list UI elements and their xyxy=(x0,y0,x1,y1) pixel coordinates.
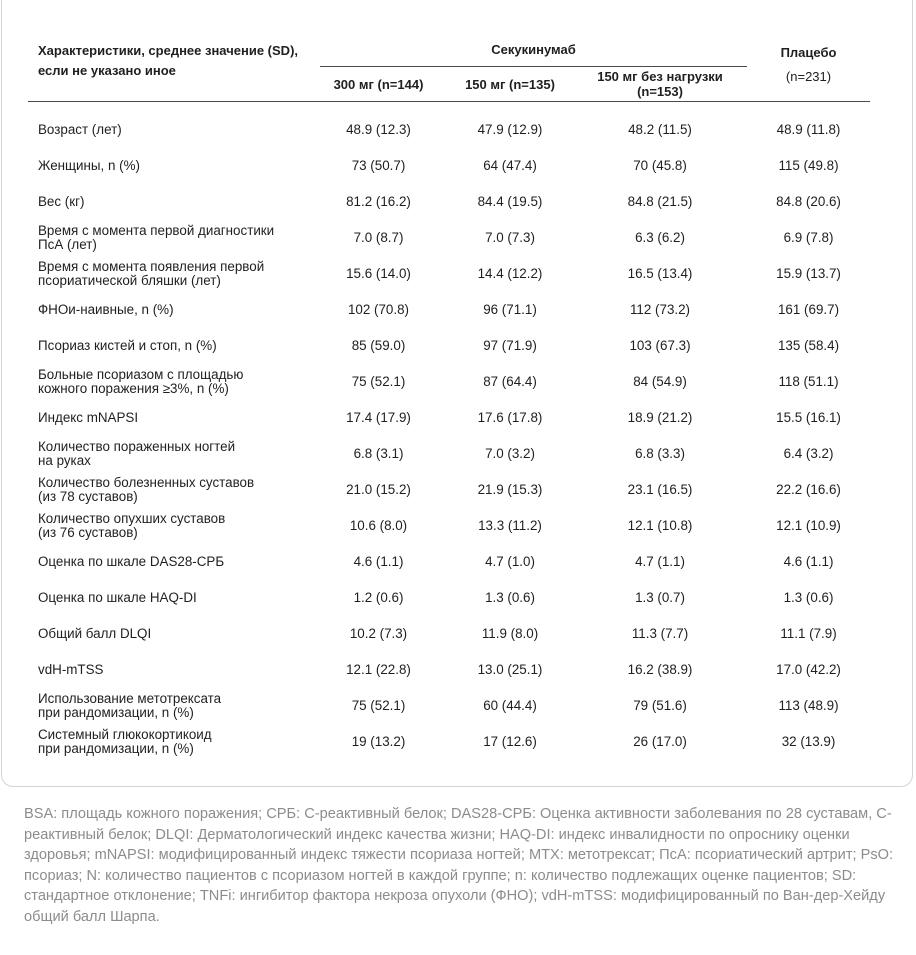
header-row-top xyxy=(28,34,870,67)
row-value: 97 (71.9) xyxy=(483,338,537,353)
row-value: 73 (50.7) xyxy=(351,158,406,173)
table-row xyxy=(28,148,870,184)
row-value: 75 (52.1) xyxy=(351,374,406,389)
row-value: 1.2 (0.6) xyxy=(353,590,404,605)
header-characteristics: Характеристики, среднее значение (SD), если не указано иное xyxy=(28,34,310,102)
row-value: 103 (67.3) xyxy=(629,338,691,353)
row-value: 64 (47.4) xyxy=(483,158,537,173)
row-label: Время с момента появления первой псориатической бляшки (лет) xyxy=(38,259,265,288)
table-row xyxy=(28,400,870,436)
row-value: 11.9 (8.0) xyxy=(481,626,539,641)
row-value: 15.5 (16.1) xyxy=(776,410,841,425)
row-value: 84.8 (21.5) xyxy=(627,194,693,209)
table-row xyxy=(28,220,870,256)
footnote: BSA: площадь кожного поражения; СРБ: С-реактивный белок; DAS28-СРБ: Оценка активности заболевания по 28 суставам, С-реактивный белок; DLQI: Дерматологический индекс качества жизни; HAQ-DI: индекс инвалидности по опроснику оценки здоровья; mNAPSI: модифицированный индекс тяжести псориаза ногтей; MTX: метотрексат; ПсА: псориатический артрит; PsO: псориаз; N: количество пациентов с псориазом ногтей в каждой группе; n: количество подлежащих оценке пациентов; SD: стандартное отклонение; TNFi: ингибитор фактора некроза опухоли (ФНО); vdH-mTSS: модифицированный по Ван-дер-Хейду общий балл Шарпа. xyxy=(24,806,894,925)
header-150mg: 150 мг (n=135) xyxy=(447,67,573,102)
row-value: 87 (64.4) xyxy=(483,374,537,389)
row-label: Количество опухших суставов (из 76 суставов) xyxy=(38,511,226,540)
row-label: Оценка по шкале HAQ-DI xyxy=(38,590,197,605)
row-label: ФНОи-наивные, n (%) xyxy=(38,302,174,317)
row-label: Использование метотрексата при рандомизации, n (%) xyxy=(38,691,222,720)
row-value: 17 (12.6) xyxy=(483,734,537,749)
row-value: 1.3 (0.6) xyxy=(783,590,834,605)
row-value: 12.1 (10.9) xyxy=(776,518,841,533)
row-label: Общий балл DLQI xyxy=(38,626,152,641)
row-value: 70 (45.8) xyxy=(633,158,687,173)
row-value: 102 (70.8) xyxy=(347,302,410,317)
row-value: 13.3 (11.2) xyxy=(478,518,542,533)
header-placebo-cell xyxy=(747,34,870,102)
row-value: 14.4 (12.2) xyxy=(477,266,543,281)
row-value: 84 (54.9) xyxy=(633,374,687,389)
row-value: 11.1 (7.9) xyxy=(780,626,837,641)
row-value: 47.9 (12.9) xyxy=(477,121,543,137)
baseline-characteristics-table xyxy=(28,34,870,760)
table-row xyxy=(28,652,870,688)
header-group-cell xyxy=(310,34,747,67)
row-value: 11.3 (7.7) xyxy=(631,626,689,641)
table-row xyxy=(28,184,870,220)
header-secukinumab: Секукинумаб xyxy=(320,34,747,67)
row-label: Женщины, n (%) xyxy=(38,158,140,173)
table-row xyxy=(28,688,870,724)
table-row xyxy=(28,616,870,652)
row-value: 84.4 (19.5) xyxy=(477,194,543,209)
table-row xyxy=(28,472,870,508)
header-placebo: Плацебо xyxy=(780,45,837,60)
row-value: 15.9 (13.7) xyxy=(776,266,841,281)
table-body xyxy=(28,102,870,761)
row-value: 135 (58.4) xyxy=(777,338,840,353)
row-value: 6.9 (7.8) xyxy=(783,230,834,245)
row-value: 7.0 (7.3) xyxy=(485,230,535,245)
row-value: 12.1 (22.8) xyxy=(346,662,411,677)
row-label: Количество болезненных суставов (из 78 суставов) xyxy=(38,475,255,504)
row-value: 6.8 (3.3) xyxy=(635,446,685,461)
row-value: 18.9 (21.2) xyxy=(627,410,693,425)
row-value: 13.0 (25.1) xyxy=(477,662,543,677)
row-label: Индекс mNAPSI xyxy=(38,410,139,425)
row-value: 113 (48.9) xyxy=(778,698,839,713)
row-value: 16.5 (13.4) xyxy=(627,266,693,281)
row-value: 60 (44.4) xyxy=(483,698,537,713)
row-value: 79 (51.6) xyxy=(633,698,687,713)
table-card xyxy=(1,0,913,787)
row-value: 21.9 (15.3) xyxy=(477,482,543,497)
table-row xyxy=(28,292,870,328)
row-value: 4.7 (1.1) xyxy=(635,554,685,569)
row-value: 21.0 (15.2) xyxy=(346,482,411,497)
row-label: Возраст (лет) xyxy=(38,121,122,137)
row-value: 118 (51.1) xyxy=(778,374,839,389)
row-value: 4.6 (1.1) xyxy=(353,554,404,569)
header-placebo-n: (n=231) xyxy=(785,69,832,84)
row-value: 1.3 (0.7) xyxy=(635,590,685,605)
row-value: 7.0 (8.7) xyxy=(353,230,404,245)
row-value: 12.1 (10.8) xyxy=(627,518,693,533)
table-row xyxy=(28,102,870,149)
row-value: 32 (13.9) xyxy=(781,734,836,749)
row-label: Системный глюкокортикоид при рандомизации, n (%) xyxy=(38,727,212,756)
row-label: Количество пораженных ногтей на руках xyxy=(38,439,236,468)
row-value: 115 (49.8) xyxy=(778,158,839,173)
table-row xyxy=(28,580,870,616)
row-label: vdH-mTSS xyxy=(38,662,104,677)
row-value: 6.3 (6.2) xyxy=(635,230,685,245)
row-label: Вес (кг) xyxy=(38,194,85,209)
row-value: 48.2 (11.5) xyxy=(628,121,692,137)
row-value: 22.2 (16.6) xyxy=(776,482,841,497)
row-value: 7.0 (3.2) xyxy=(485,446,535,461)
table-row xyxy=(28,544,870,580)
row-label: Оценка по шкале DAS28-СРБ xyxy=(38,554,225,569)
row-value: 96 (71.1) xyxy=(483,302,537,317)
row-value: 17.6 (17.8) xyxy=(477,410,543,425)
row-value: 161 (69.7) xyxy=(777,302,840,317)
row-value: 4.6 (1.1) xyxy=(783,554,834,569)
row-label: Псориаз кистей и стоп, n (%) xyxy=(38,338,217,353)
row-value: 17.4 (17.9) xyxy=(346,410,411,425)
table-row xyxy=(28,256,870,292)
table-row xyxy=(28,364,870,400)
row-value: 26 (17.0) xyxy=(633,734,687,749)
row-value: 4.7 (1.0) xyxy=(485,554,535,569)
row-value: 17.0 (42.2) xyxy=(776,662,841,677)
header-150mg-no-load: 150 мг без нагрузки (n=153) xyxy=(573,67,747,102)
row-value: 112 (73.2) xyxy=(629,302,691,317)
row-value: 48.9 (11.8) xyxy=(776,121,841,137)
table-row xyxy=(28,328,870,364)
header-300mg: 300 мг (n=144) xyxy=(310,67,447,102)
row-value: 19 (13.2) xyxy=(351,734,406,749)
row-value: 23.1 (16.5) xyxy=(627,482,693,497)
row-label: Время с момента первой диагностики ПсА (лет) xyxy=(38,223,275,252)
row-label: Больные псориазом с площадью кожного поражения ≥3%, n (%) xyxy=(38,367,244,396)
row-value: 6.8 (3.1) xyxy=(353,446,404,461)
row-value: 84.8 (20.6) xyxy=(776,194,841,209)
row-value: 15.6 (14.0) xyxy=(346,266,411,281)
row-value: 75 (52.1) xyxy=(351,698,406,713)
row-value: 48.9 (12.3) xyxy=(346,121,411,137)
row-value: 10.2 (7.3) xyxy=(349,626,408,641)
row-value: 16.2 (38.9) xyxy=(627,662,693,677)
table-row xyxy=(28,436,870,472)
row-value: 81.2 (16.2) xyxy=(346,194,411,209)
table-row xyxy=(28,508,870,544)
row-value: 1.3 (0.6) xyxy=(485,590,535,605)
table-row xyxy=(28,724,870,760)
row-value: 6.4 (3.2) xyxy=(783,446,834,461)
row-value: 85 (59.0) xyxy=(351,338,406,353)
row-value: 10.6 (8.0) xyxy=(349,518,408,533)
